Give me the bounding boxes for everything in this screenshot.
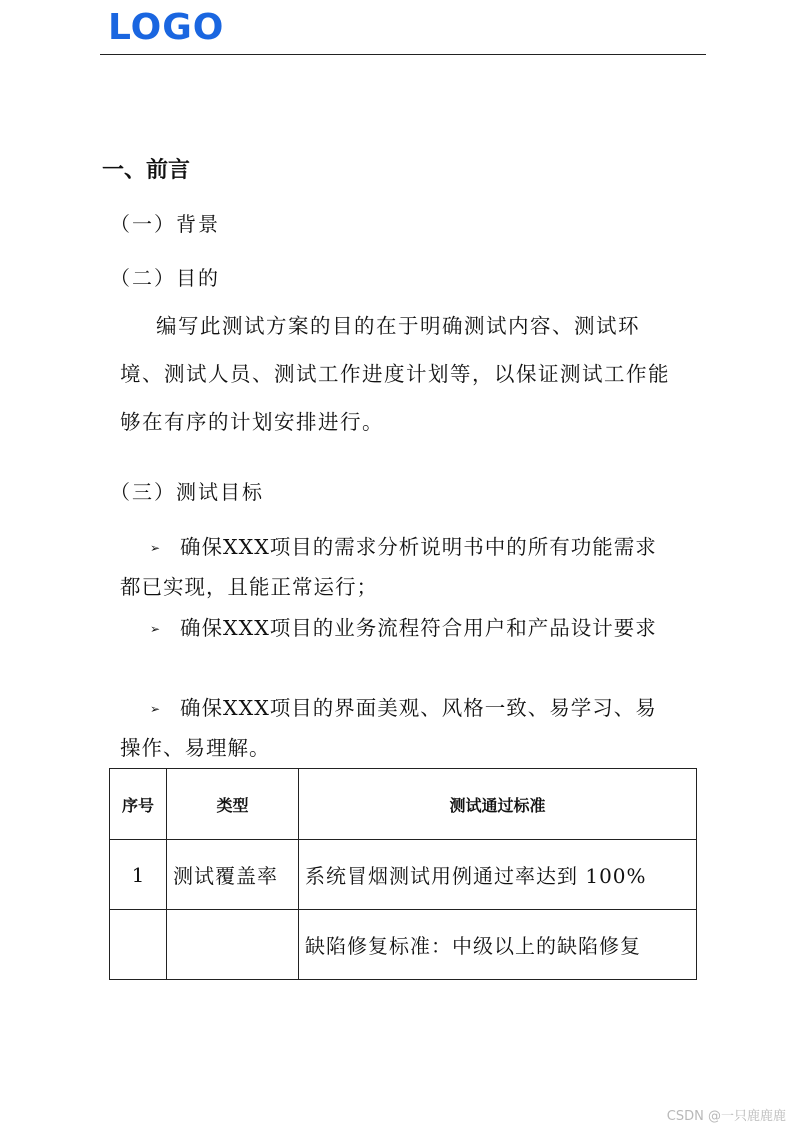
col-header-index: 序号 [110,769,167,840]
arrow-right-icon: ➢ [150,702,162,716]
section-title-preface: 一、前言 [102,158,191,183]
goal-item [120,609,675,649]
arrow-right-icon: ➢ [150,622,162,636]
table-cell: 系统冒烟测试用例通过率达到 100% [299,840,697,910]
table-cell [167,910,299,980]
arrow-right-icon: ➢ [150,541,162,555]
goal-text: 确保XXX项目的需求分析说明书中的所有功能需求都已实现，且能正常运行； [120,535,657,599]
test-criteria-table [109,768,697,980]
heading-background: （一）背景 [110,212,220,236]
heading-purpose: （二）目的 [110,266,220,290]
table-row [110,910,697,980]
table-header-row [110,769,697,840]
goal-text: 确保XXX项目的业务流程符合用户和产品设计要求 [180,616,657,640]
table-cell [110,910,167,980]
col-header-type: 类型 [167,769,299,840]
purpose-paragraph: 编写此测试方案的目的在于明确测试内容、测试环境、测试人员、测试工作进度计划等，以保证测试工作能够在有序的计划安排进行。 [120,314,670,434]
goal-item [120,689,675,768]
table-cell: 1 [110,840,167,910]
goal-text: 确保XXX项目的界面美观、风格一致、易学习、易操作、易理解。 [120,696,657,760]
col-header-criteria: 测试通过标准 [299,769,697,840]
header-divider [100,54,706,55]
table-cell: 测试覆盖率 [167,840,299,910]
goal-item [120,528,675,607]
table-row [110,840,697,910]
logo: LOGO [108,7,225,48]
heading-test-goals: （三）测试目标 [110,480,264,504]
watermark: CSDN @一只鹿鹿鹿 [666,1109,786,1124]
table-cell: 缺陷修复标准：中级以上的缺陷修复 [299,910,697,980]
